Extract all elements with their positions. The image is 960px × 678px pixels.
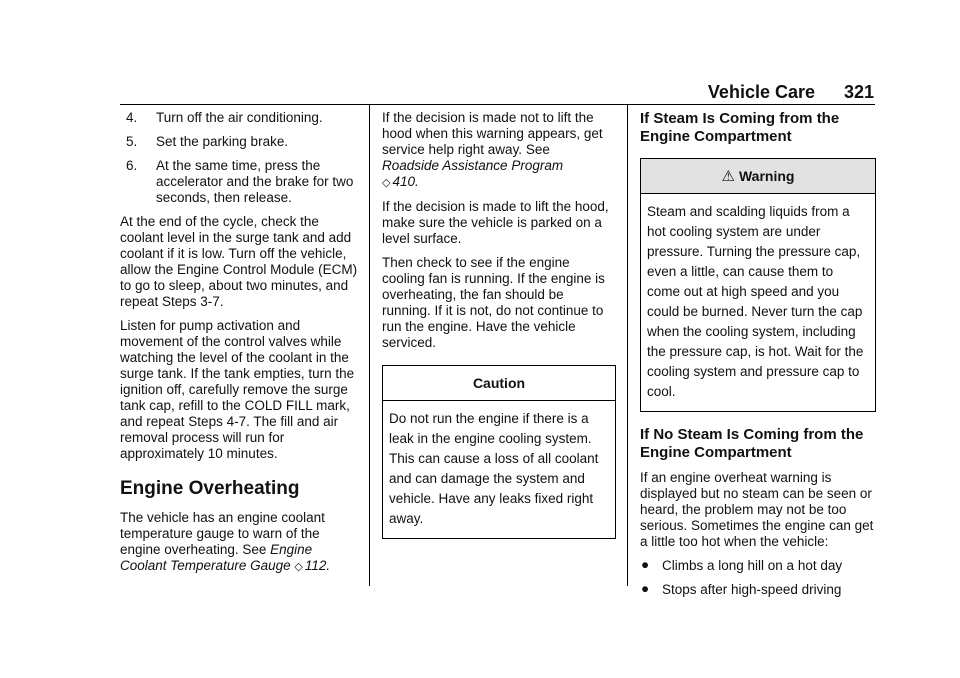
caution-box: [382, 365, 616, 539]
page-reference-icon: ◇: [294, 561, 303, 573]
caution-body: Do not run the engine if there is a leak in the engine cooling system. This can cause a loss of all coolant and can damage the system and vehicle. Have any leaks fixed right away.: [389, 411, 599, 526]
step-number: 4.: [126, 110, 138, 125]
step-item: [120, 134, 358, 150]
section-heading-no-steam: If No Steam Is Coming from the Engine Compartment: [640, 426, 864, 461]
warning-box: [640, 158, 876, 412]
header-rule: [120, 104, 875, 105]
reference-title: Engine Coolant Temperature Gauge: [120, 542, 313, 573]
section-heading-steam: If Steam Is Coming from the Engine Compartment: [640, 110, 840, 145]
step-item: [120, 110, 358, 126]
paragraph-text: The vehicle has an engine coolant temperature gauge to warn of the engine overheating. See: [120, 510, 325, 557]
bullet-icon: ●: [641, 581, 650, 596]
warning-body: Steam and scalding liquids from a hot cooling system are under pressure. Turning the pressure cap, even a little, can cause them to come out at high speed and you could be burned. Never turn the cap when the cooling system, including the pressure cap, is hot. Wait for the cooling system and pressure cap to cool.: [647, 204, 864, 399]
step-number: 6.: [126, 158, 138, 173]
page-number: 321: [843, 82, 874, 102]
paragraph-overheat-warning: If an engine overheat warning is displayed but no steam can be seen or heard, the problem may not be too serious. Sometimes the engine can get a little too hot when the vehicle:: [640, 470, 874, 549]
paragraph-cycle-check: At the end of the cycle, check the coolant level in the surge tank and add coolant if it is low. Turn off the vehicle, allow the Engine Control Module (ECM) to go to sleep, about two minutes, and repeat Steps 3-7.: [120, 214, 358, 309]
reference-page: 410.: [392, 174, 419, 189]
warning-header: [641, 159, 875, 194]
column-divider-right: [627, 104, 628, 586]
paragraph-pump-activation: Listen for pump activation and movement of the control valves while watching the level of the coolant in the surge tank. If the tank empties, turn the ignition off, carefully remove the surge tank cap, refill to the COLD FILL mark, and repeat Steps 4-7. The fill and air removal process will run for approximately 10 minutes.: [120, 318, 355, 461]
caution-title: Caution: [383, 366, 615, 401]
step-text: Set the parking brake.: [156, 134, 289, 149]
paragraph-coolant-gauge: [120, 510, 358, 575]
step-item: [120, 158, 358, 206]
bullet-item: [640, 558, 876, 574]
bullet-text: Climbs a long hill on a hot day: [662, 558, 843, 573]
reference-page: 112.: [304, 558, 331, 573]
warning-title: Warning: [738, 168, 795, 184]
running-header-title: Vehicle Care: [707, 82, 815, 102]
bullet-icon: ●: [641, 557, 650, 572]
step-text: At the same time, press the accelerator and the brake for two seconds, then release.: [156, 158, 354, 205]
paragraph-text: If the decision is made not to lift the hood when this warning appears, get service help right away. See: [382, 110, 603, 157]
cross-reference-link[interactable]: [382, 158, 563, 189]
paragraph-cooling-fan: Then check to see if the engine cooling fan is running. If the engine is overheating, the fan should be running. If it is not, do not continue to run the engine. Have the vehicle serviced.: [382, 255, 605, 350]
column-2: [382, 110, 616, 539]
reference-title: Roadside Assistance Program: [382, 158, 564, 173]
paragraph-lift-hood: If the decision is made to lift the hood, make sure the vehicle is parked on a level surface.: [382, 199, 609, 246]
page-reference-icon: ◇: [382, 177, 391, 189]
column-3: [640, 110, 876, 606]
bullet-text: Stops after high-speed driving: [662, 582, 842, 597]
warning-icon: ⚠: [721, 168, 735, 185]
section-heading-engine-overheating: Engine Overheating: [120, 478, 300, 499]
column-divider-left: [369, 104, 370, 586]
step-text: Turn off the air conditioning.: [156, 110, 323, 125]
paragraph-no-lift-hood: [382, 110, 616, 191]
step-number: 5.: [126, 134, 138, 149]
bullet-item: [640, 582, 876, 598]
column-1: [120, 110, 358, 583]
